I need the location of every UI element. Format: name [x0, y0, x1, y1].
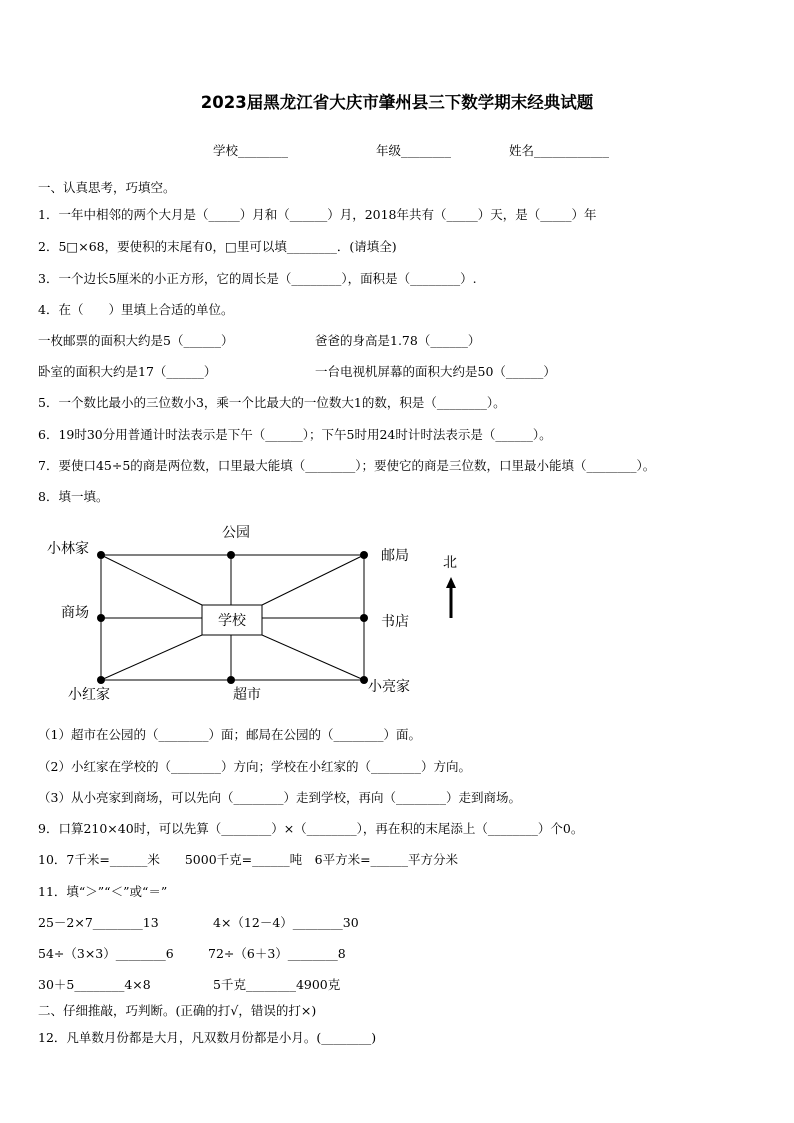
label-xiaolin: 小林家 [47, 541, 89, 557]
question-11c: 54÷（3×3）________6 [38, 946, 174, 961]
question-12: 12．凡单数月份都是大月，凡双数月份都是小月。(________) [38, 1030, 377, 1045]
question-8-1: （1）超市在公园的（________）面；邮局在公园的（________）面。 [38, 727, 421, 742]
point-bookstore [360, 614, 368, 622]
label-xiaoliang: 小亮家 [368, 679, 410, 695]
question-7: 7．要使口45÷5的商是两位数，口里最大能填（________）；要使它的商是三位数，口里最小能填（________）。 [38, 458, 656, 473]
point-xiaoliang [360, 676, 368, 684]
question-8-3: （3）从小亮家到商场，可以先向（________）走到学校，再向（________）走到商场。 [38, 790, 521, 805]
point-xiaolin [97, 551, 105, 559]
question-11b: 4×（12－4）________30 [213, 915, 359, 930]
question-3: 3．一个边长5厘米的小正方形，它的周长是（________），面积是（________）. [38, 271, 477, 286]
grade-field: 年级________ [376, 143, 452, 158]
point-post [360, 551, 368, 559]
question-4d: 一台电视机屏幕的面积大约是50（______） [315, 364, 556, 379]
label-supermarket: 超市 [233, 687, 261, 703]
question-1: 1．一年中相邻的两个大月是（_____）月和（______）月，2018年共有（_____）天，是（_____）年 [38, 207, 597, 222]
map-line-xiaohong-school [101, 635, 202, 680]
point-xiaohong [97, 676, 105, 684]
question-6: 6．19时30分用普通计时法表示是下午（______）；下午5时用24时计时法表示是（______）。 [38, 427, 552, 442]
direction-map [30, 510, 470, 710]
map-line-xiaolin-school [101, 555, 202, 605]
point-park [227, 551, 235, 559]
section-1-heading: 一、认真思考，巧填空。 [38, 180, 176, 195]
question-4: 4．在（ ）里填上合适的单位。 [38, 302, 234, 317]
question-11e: 30＋5________4×8 [38, 977, 151, 992]
map-line-xiaoliang-school [262, 635, 364, 680]
question-11f: 5千克________4900克 [213, 977, 341, 992]
question-4b: 爸爸的身高是1.78（______） [315, 333, 481, 348]
question-10: 10．7千米=______米 5000千克=______吨 6平方米=______平方分米 [38, 852, 459, 867]
school-field: 学校________ [213, 143, 289, 158]
north-arrow-icon [446, 577, 456, 618]
question-4c: 卧室的面积大约是17（______） [38, 364, 217, 379]
label-xiaohong: 小红家 [68, 687, 110, 703]
question-9: 9．口算210×40时，可以先算（________）×（________），再在积的末尾添上（________）个0。 [38, 821, 584, 836]
question-2: 2．5□×68，要使积的末尾有0，□里可以填________．(请填全) [38, 239, 397, 254]
point-supermarket [227, 676, 235, 684]
name-field: 姓名____________ [509, 143, 610, 158]
label-market: 商场 [61, 605, 89, 621]
question-8: 8．填一填。 [38, 489, 109, 504]
question-11d: 72÷（6＋3）________8 [208, 946, 346, 961]
exam-title: 2023届黑龙江省大庆市肇州县三下数学期末经典试题 [200, 93, 594, 112]
map-line-post-school [262, 555, 364, 605]
label-park: 公园 [222, 525, 250, 541]
label-post: 邮局 [381, 548, 409, 564]
label-north: 北 [443, 555, 457, 571]
section-2-heading: 二、仔细推敲，巧判断。(正确的打√，错误的打×) [38, 1003, 317, 1018]
question-5: 5．一个数比最小的三位数小3，乘一个比最大的一位数大1的数，积是（________）。 [38, 395, 506, 410]
question-4a: 一枚邮票的面积大约是5（______） [38, 333, 234, 348]
question-11a: 25－2×7________13 [38, 915, 159, 930]
label-bookstore: 书店 [381, 614, 409, 630]
label-school: 学校 [218, 613, 246, 629]
question-8-2: （2）小红家在学校的（________）方向；学校在小红家的（________）方向。 [38, 759, 471, 774]
question-11: 11．填“＞”“＜”或“＝” [38, 884, 168, 899]
point-market [97, 614, 105, 622]
